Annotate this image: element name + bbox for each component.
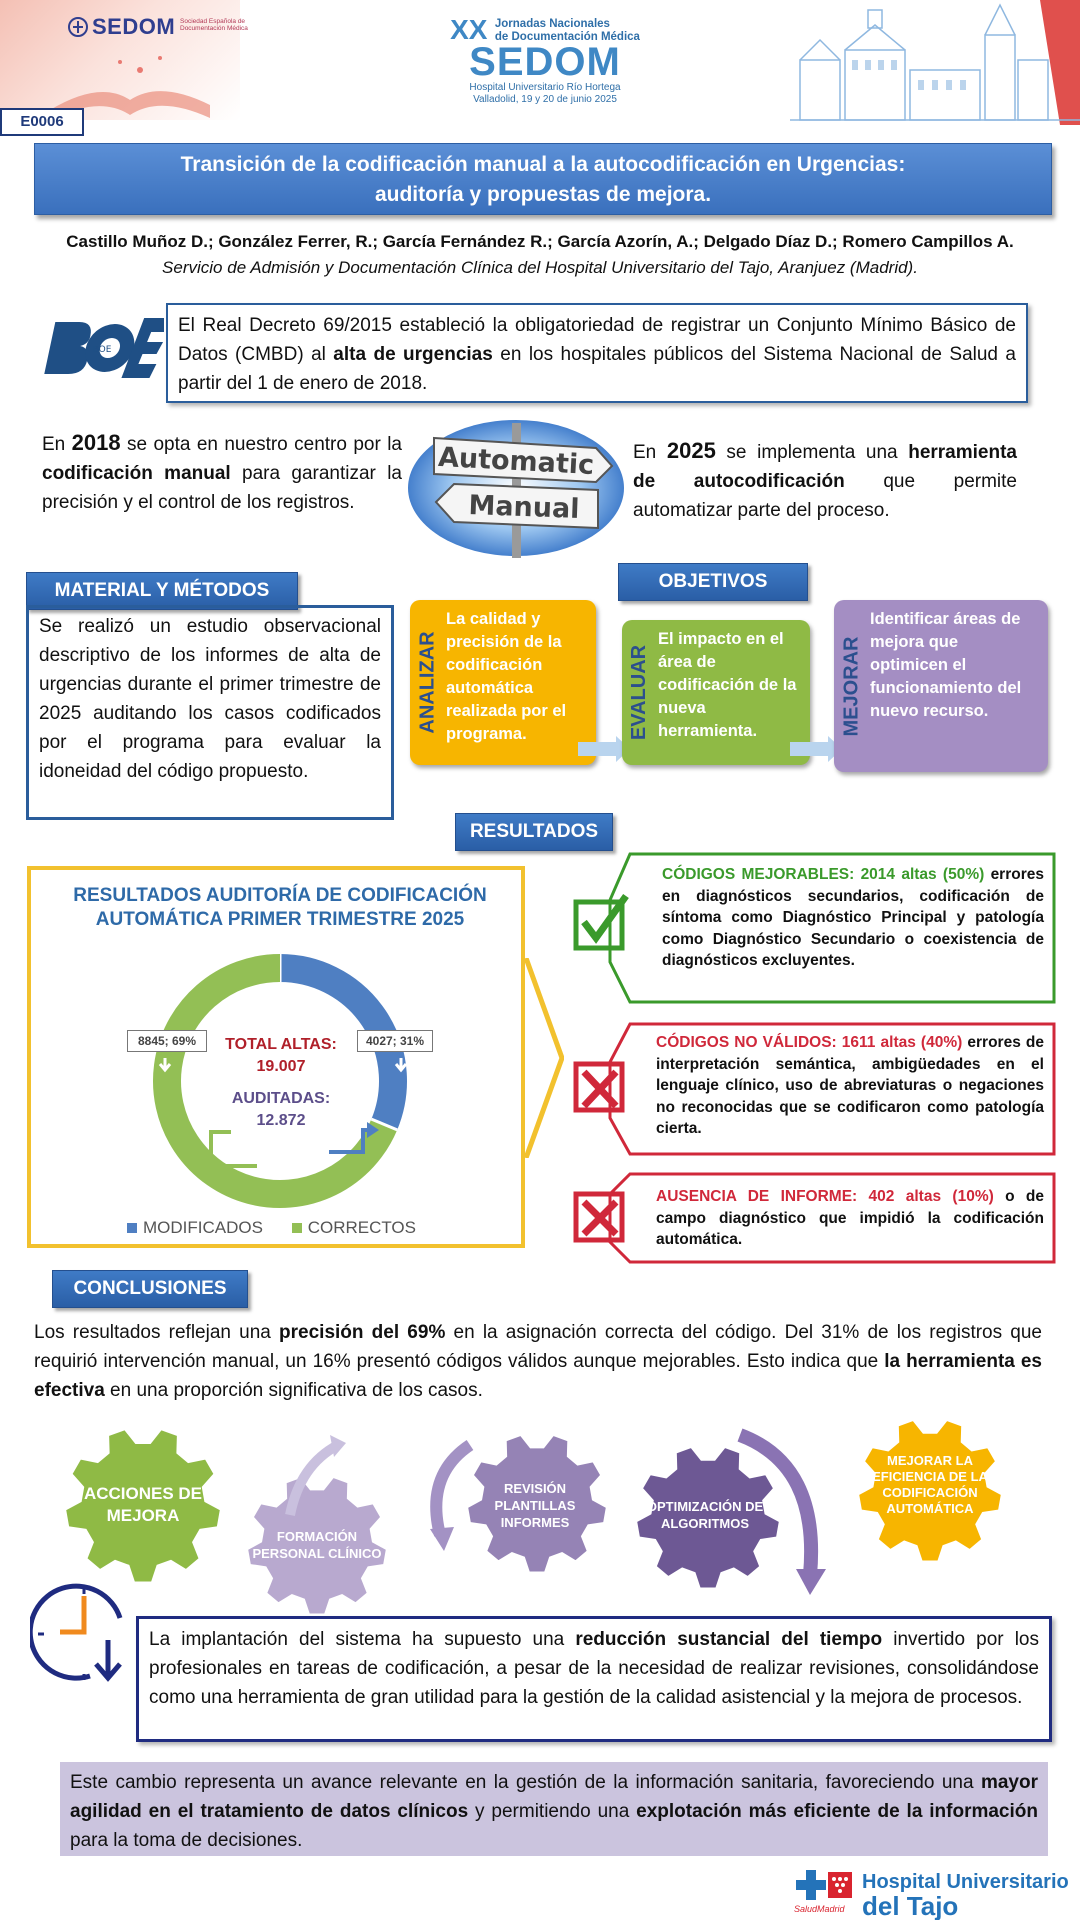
objective-card-mejorar — [834, 600, 1048, 772]
sedom-emblem-icon — [68, 16, 88, 38]
chart-title: RESULTADOS AUDITORÍA DE CODIFICACIÓN AUTOMÁTICA PRIMER TRIMESTRE 2025 — [73, 885, 487, 930]
card-body: o de campo diagnóstico que impidió la codificación automática. — [656, 1188, 1044, 1248]
material-heading: MATERIAL Y MÉTODOS — [26, 572, 298, 610]
objective-text: La calidad y precisión de la codificación automática realizada por el programa. — [446, 610, 567, 743]
event-line2: de Documentación Médica — [494, 31, 640, 43]
service: Servicio de Admisión y Documentación Clínica del Hospital Universitario del Tajo, Aranjuez (Madrid). — [162, 258, 918, 277]
title-line1: Transición de la codificación manual a la autocodificación en Urgencias: — [180, 153, 906, 176]
boe-logo-icon — [40, 300, 164, 392]
result-card-no-validos — [570, 1022, 1056, 1156]
legend-swatch — [292, 1223, 302, 1233]
card-head: CÓDIGOS NO VÁLIDOS: 1611 altas (40%) — [656, 1034, 963, 1051]
sign-automatic: Automatic — [437, 441, 595, 482]
results-heading: RESULTADOS — [455, 813, 613, 851]
objectives-heading: OBJETIVOS — [618, 563, 808, 601]
total-altas: TOTAL ALTAS: 19.007 — [225, 1036, 337, 1075]
hospital-logo-text: Hospital Universitario del Tajo — [862, 1871, 1069, 1920]
final-summary-box: Este cambio representa un avance relevante en la gestión de la información sanitaria, favoreciendo una mayor agilidad en el tratamiento de datos clínicos y permitiendo una explotación más eficiente de la información para la toma de decisiones. — [60, 1762, 1048, 1856]
poster-title — [34, 143, 1052, 215]
gear-label: FORMACIÓN PERSONAL CLÍNICO — [252, 1529, 382, 1561]
result-card-ausencia — [570, 1172, 1056, 1264]
poster-code: E0006 — [0, 108, 84, 136]
gear-label: REVISIÓN PLANTILLAS INFORMES — [494, 1480, 576, 1530]
objective-card-analizar — [410, 600, 596, 765]
results-chart-panel — [27, 866, 525, 1248]
event-place-date: Valladolid, 19 y 20 de junio 2025 — [473, 94, 617, 105]
intro-2025: En 2025 se implementa una herramienta de autocodificación que permite automatizar parte del proceso. — [633, 438, 1017, 521]
card-body: errores en diagnósticos secundarios, codificación de síntoma como Diagnóstico Principal y patología como Diagnóstico Secundario o coexistencia de diagnósticos excluyentes. — [662, 866, 1044, 969]
legend-swatch — [127, 1223, 137, 1233]
card-head: AUSENCIA DE INFORME: 402 altas (10%) — [656, 1188, 994, 1205]
gear-label: ACCIONES DE MEJORA — [83, 1484, 203, 1525]
objective-verb: EVALUAR — [628, 644, 651, 741]
card-body: errores de interpretación semántica, ambigüedades en el lenguaje clínico, uso de abreviaturas o negaciones no reconocidas que se codificaron como patología cierta. — [656, 1034, 1044, 1137]
sedom-logo: SEDOM — [92, 14, 176, 39]
clock-icon — [30, 1578, 140, 1688]
valladolid-skyline-illustration — [790, 0, 1080, 125]
objective-verb: ANALIZAR — [416, 631, 439, 734]
authors: Castillo Muñoz D.; González Ferrer, R.; García Fernández R.; García Azorín, A.; Delgado Díaz D.; Romero Campillos A. — [66, 232, 1014, 251]
result-card-mejorables — [570, 852, 1056, 1004]
auditadas: AUDITADAS: 12.872 — [231, 1090, 331, 1129]
chart-legend — [127, 1218, 447, 1238]
legend-modificados: MODIFICADOS — [143, 1218, 263, 1237]
title-line2: auditoría y propuestas de mejora. — [374, 183, 712, 206]
event-header — [440, 14, 650, 106]
event-hospital: Hospital Universitario Río Hortega — [469, 82, 621, 93]
card-head: CÓDIGOS MEJORABLES: 2014 altas (50%) — [662, 866, 985, 883]
objective-text: Identificar áreas de mejora que optimicen el funcionamiento del nuevo recurso. — [870, 610, 1022, 720]
boe-logo-text: BOE — [92, 345, 112, 355]
salud-madrid-text: SaludMadrid — [794, 1904, 845, 1914]
boe-text-box: El Real Decreto 69/2015 estableció la obligatoriedad de registrar un Conjunto Mínimo Básico de Datos (CMBD) al alta de urgencias en los hospitales públicos del Sistema Nacional de Salud a partir del 1 de enero de 2018. — [166, 303, 1028, 403]
data-label-modificados: 4027; 31% — [357, 1030, 433, 1052]
objective-verb: MEJORAR — [840, 635, 863, 737]
event-line1: Jornadas Nacionales — [494, 18, 610, 30]
automatic-manual-signpost-illustration — [406, 418, 626, 558]
event-name: SEDOM — [469, 40, 621, 84]
event-edition: XX — [450, 14, 488, 45]
time-reduction-box: La implantación del sistema ha supuesto una reducción sustancial del tiempo invertido por los profesionales en tareas de codificación, a pesar de la necesidad de realizar revisiones, consolidándose como una herramienta de gran utilidad para la gestión de la calidad asistencial y la mejora de procesos. — [136, 1616, 1052, 1742]
legend-correctos: CORRECTOS — [307, 1218, 416, 1237]
chevron-right-icon — [524, 958, 564, 1158]
data-label-correctos: 8845; 69% — [127, 1030, 207, 1052]
objective-card-evaluar — [622, 620, 810, 765]
sedom-subtitle: Sociedad Española de Documentación Médica — [180, 18, 248, 32]
intro-2018: En 2018 se opta en nuestro centro por la codificación manual para garantizar la precisión y el control de los registros. — [42, 430, 402, 513]
gear-label: OPTIMIZACIÓN DE ALGORITMOS — [646, 1499, 764, 1531]
material-text: Se realizó un estudio observacional descriptivo de los informes de alta de urgencias durante el primer trimestre de 2025 auditando los casos codificados por el programa para evaluar la idoneidad del código propuesto. — [26, 605, 394, 820]
conclusions-heading: CONCLUSIONES — [52, 1270, 248, 1308]
gear-label: MEJORAR LA EFICIENCIA DE LA CODIFICACIÓN AUTOMÁTICA — [872, 1453, 988, 1516]
conclusions-text: Los resultados reflejan una precisión del 69% en la asignación correcta del código. Del 31% de los registros que requirió intervención manual, un 16% presentó códigos válidos aunque mejorables. Esto indica que la herramienta es efectiva en una proporción significativa de los casos. — [34, 1322, 1042, 1401]
sign-manual: Manual — [468, 490, 581, 525]
boe-highlight: alta de urgencias — [333, 344, 493, 365]
objective-text: El impacto en el área de codificación de la nueva herramienta. — [658, 630, 797, 740]
